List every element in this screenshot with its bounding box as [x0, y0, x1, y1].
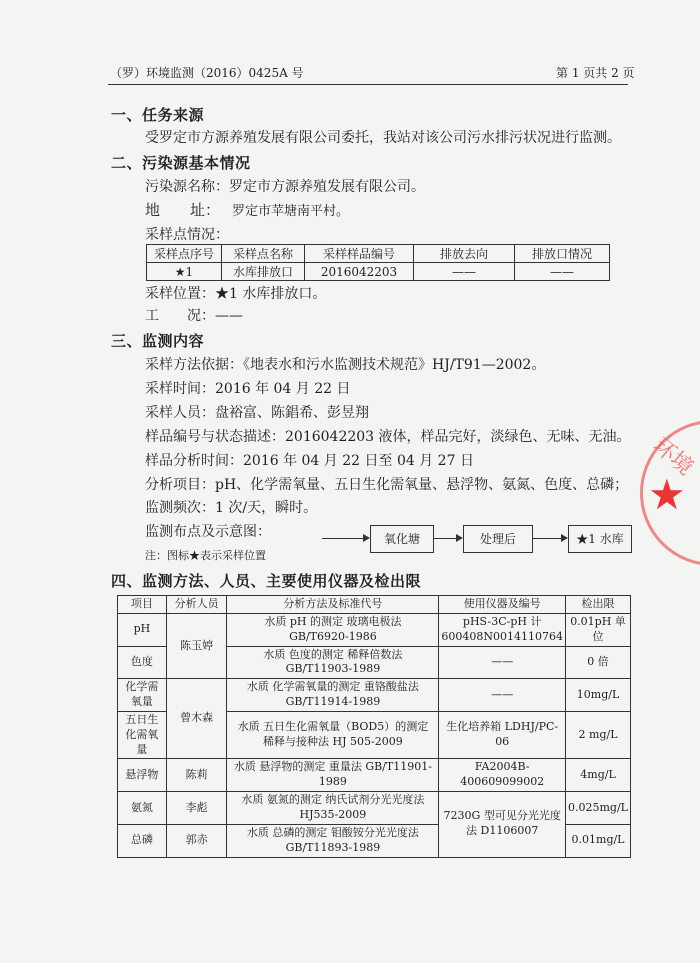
- legend-note: 注：图标★表示采样位置: [145, 549, 266, 562]
- method-code: GB/T11893-1989: [285, 840, 381, 854]
- method-line: 水质 五日生化需氧量（BOD5）的测定: [237, 720, 429, 734]
- col-header: 分析方法及标准代号: [227, 596, 439, 614]
- item-cell: 悬浮物: [118, 759, 167, 792]
- analyst-cell: 郭赤: [166, 824, 227, 857]
- flow-arrow: [532, 538, 566, 539]
- address-label: 地 址：: [145, 201, 221, 219]
- item-cell: 化学需氧量: [118, 679, 167, 712]
- monitoring-frequency: 监测频次：1 次/天，瞬时。: [145, 500, 318, 516]
- method-cell: 水质 悬浮物的测定 重量法 GB/T11901-1989: [227, 759, 439, 792]
- method-code: 稀释与接种法 HJ 505-2009: [263, 735, 403, 749]
- method-cell: [227, 792, 439, 825]
- item-cell: pH: [118, 613, 167, 646]
- col-header: 分析人员: [166, 596, 227, 614]
- instrument-cell: [439, 792, 566, 857]
- instrument-cell: 生化培养箱 LDHJ/PC-06: [439, 711, 566, 759]
- flow-box-oxidation-pond: 氧化塘: [370, 525, 434, 553]
- sampling-staff: 采样人员：盘裕富、陈錩希、彭昱翔: [145, 405, 369, 421]
- method-line: 水质 化学需氧量的测定 重铬酸盐法: [246, 680, 419, 694]
- method-line: 水质 pH 的测定 玻璃电极法: [264, 614, 402, 628]
- table-row: [118, 679, 631, 712]
- sample-description: 样品编号与状态描述：2016042203 液体，样品完好，淡绿色、无味、无油。: [145, 429, 631, 445]
- flow-arrow: [322, 538, 368, 539]
- method-code: GB/T11914-1989: [285, 695, 381, 709]
- layout-label: 监测布点及示意图：: [145, 524, 271, 540]
- section-4-title: 四、监测方法、人员、主要使用仪器及检出限: [111, 572, 422, 590]
- analyst-cell: 陈莉: [166, 759, 227, 792]
- col-header: 采样样品编号: [305, 245, 414, 263]
- table-row: [118, 792, 631, 825]
- operating-condition: 工 况：——: [145, 308, 243, 324]
- col-header: 排放口情况: [515, 245, 610, 263]
- flow-box-reservoir: ★1 水库: [568, 525, 632, 553]
- item-cell: 色度: [118, 646, 167, 679]
- instrument-code: 600408N0014110764: [441, 629, 563, 643]
- col-header: 采样点序号: [147, 245, 222, 263]
- instrument-cell: ——: [439, 679, 566, 712]
- sampling-basis: 采样方法依据：《地表水和污水监测技术规范》HJ/T91—2002。: [145, 357, 546, 373]
- col-header: 排放去向: [414, 245, 515, 263]
- flow-box-treated: 处理后: [463, 525, 533, 553]
- sampling-point-table: [146, 244, 610, 281]
- limit-cell: 0 倍: [566, 646, 631, 679]
- cell: ★1: [147, 263, 222, 281]
- limit-cell: 4mg/L: [566, 759, 631, 792]
- col-header: 使用仪器及编号: [439, 596, 566, 614]
- limit-cell: 0.025mg/L: [566, 792, 631, 825]
- flow-arrow: [433, 538, 461, 539]
- instrument-line: 7230G 型可见分光光度: [443, 809, 561, 823]
- header-rule: [108, 84, 628, 85]
- method-line: 水质 氨氮的测定 纳氏试剂分光光度法: [241, 793, 425, 807]
- analyst-cell: 曾木森: [166, 679, 227, 759]
- table-row: [118, 759, 631, 792]
- instrument-cell: FA2004B-400609099002: [439, 759, 566, 792]
- col-header: 采样点名称: [222, 245, 305, 263]
- table-row: [147, 263, 610, 281]
- method-code: GB/T11903-1989: [285, 662, 381, 676]
- method-table: [117, 595, 631, 858]
- table-row: [118, 613, 631, 646]
- item-cell: 总磷: [118, 824, 167, 857]
- cell: ——: [515, 263, 610, 281]
- limit-cell: 0.01mg/L: [566, 824, 631, 857]
- instrument-code: 法 D1106007: [466, 824, 539, 838]
- instrument-cell: [439, 613, 566, 646]
- table-header-row: [147, 245, 610, 263]
- cell: ——: [414, 263, 515, 281]
- task-source-text: 受罗定市方源养殖发展有限公司委托，我站对该公司污水排污状况进行监测。: [145, 130, 621, 146]
- cell: 2016042203: [305, 263, 414, 281]
- method-cell: [227, 711, 439, 759]
- method-line: 水质 总磷的测定 钼酸铵分光光度法: [246, 825, 419, 839]
- analyst-cell: 李彪: [166, 792, 227, 825]
- method-code: GB/T6920-1986: [289, 629, 377, 643]
- method-cell: [227, 613, 439, 646]
- analysis-items: 分析项目：pH、化学需氧量、五日生化需氧量、悬浮物、氨氮、色度、总磷；: [145, 477, 629, 493]
- limit-cell: 0.01pH 单位: [566, 613, 631, 646]
- sampling-location: 采样位置：★1 水库排放口。: [145, 286, 327, 302]
- method-cell: [227, 646, 439, 679]
- method-cell: [227, 824, 439, 857]
- analysis-period: 样品分析时间：2016 年 04 月 22 日至 04 月 27 日: [145, 453, 474, 469]
- limit-cell: 2 mg/L: [566, 711, 631, 759]
- limit-cell: 10mg/L: [566, 679, 631, 712]
- method-code: HJ535-2009: [299, 807, 367, 821]
- page-indicator: 第 1 页共 2 页: [556, 66, 635, 80]
- analyst-cell: 陈玉婷: [166, 613, 227, 678]
- sampling-points-label: 采样点情况：: [145, 227, 229, 243]
- table-header-row: [118, 596, 631, 614]
- report-number: （罗）环境监测（2016）0425A 号: [110, 66, 304, 80]
- cell: 水库排放口: [222, 263, 305, 281]
- seal-text: 环境: [647, 433, 698, 481]
- instrument-cell: ——: [439, 646, 566, 679]
- seal-star-icon: ★: [648, 470, 686, 519]
- col-header: 检出限: [566, 596, 631, 614]
- instrument-line: pHS-3C-pH 计: [462, 614, 542, 628]
- item-cell: 五日生化需氧量: [118, 711, 167, 759]
- section-1-title: 一、任务来源: [111, 106, 205, 124]
- section-3-title: 三、监测内容: [111, 332, 205, 350]
- item-cell: 氨氮: [118, 792, 167, 825]
- method-cell: [227, 679, 439, 712]
- address-value: 罗定市苹塘南平村。: [232, 204, 350, 219]
- sampling-time: 采样时间：2016 年 04 月 22 日: [145, 381, 351, 397]
- section-2-title: 二、污染源基本情况: [111, 154, 251, 172]
- pollution-source-name: 污染源名称：罗定市方源养殖发展有限公司。: [145, 179, 425, 195]
- col-header: 项目: [118, 596, 167, 614]
- method-line: 水质 色度的测定 稀释倍数法: [263, 647, 403, 661]
